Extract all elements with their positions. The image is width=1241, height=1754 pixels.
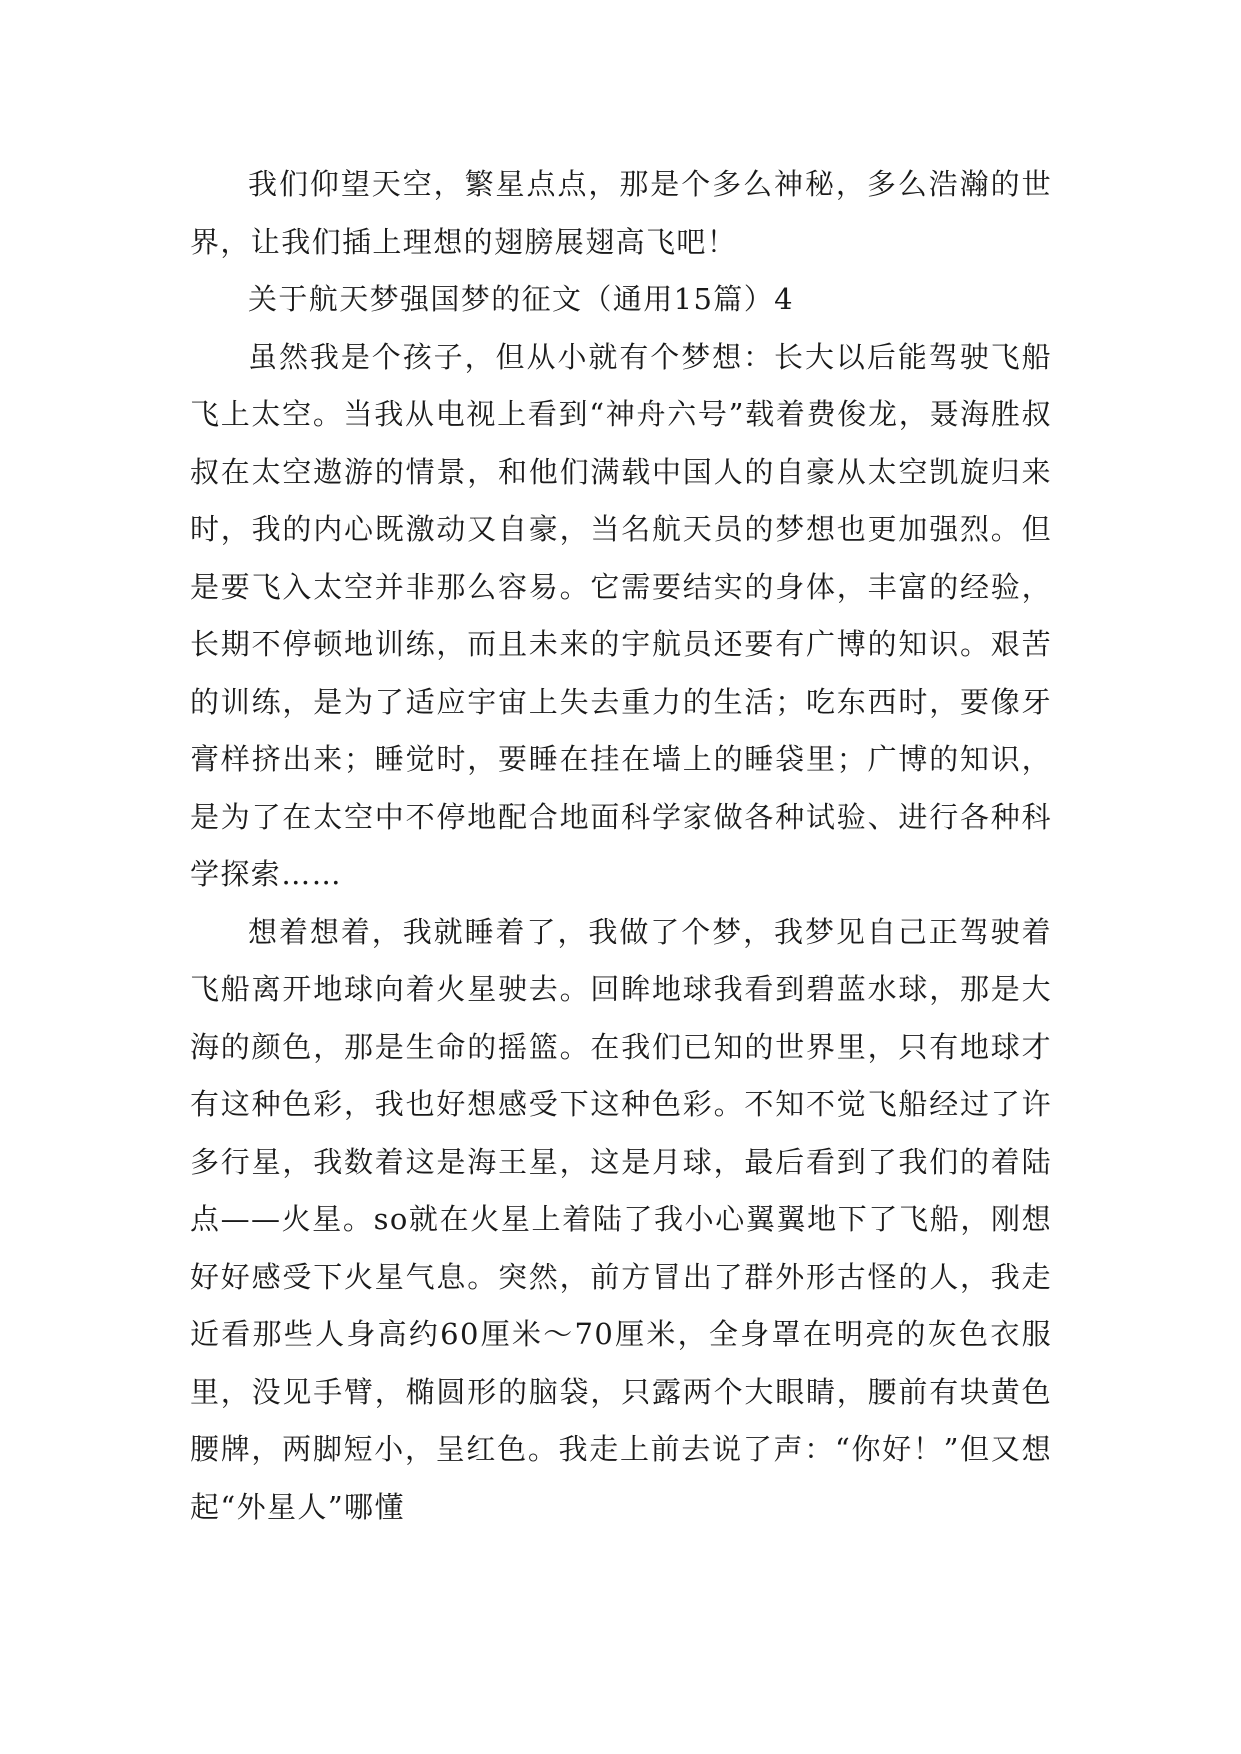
section-heading: 关于航天梦强国梦的征文（通用15篇）4: [248, 282, 794, 316]
paragraph-dream: 虽然我是个孩子，但从小就有个梦想：长大以后能驾驶飞船飞上太空。当我从电视上看到“神舟六号”载着费俊龙，聂海胜叔叔在太空遨游的情景，和他们满载中国人的自豪从太空凯旋归来时，我的内心既激动又自豪，当名航天员的梦想也更加强烈。但是要飞入太空并非那么容易。它需要结实的身体，丰富的经验，长期不停顿地训练，而且未来的宇航员还要有广博的知识。艰苦的训练，是为了适应宇宙上失去重力的生活；吃东西时，要像牙膏样挤出来；睡觉时，要睡在挂在墙上的睡袋里；广博的知识，是为了在太空中不停地配合地面科学家做各种试验、进行各种科学探索……: [190, 339, 1052, 891]
paragraph-closing: 我们仰望天空，繁星点点，那是个多么神秘，多么浩瀚的世界，让我们插上理想的翅膀展翅高飞吧！: [190, 167, 1052, 259]
paragraph-mars-journey: 想着想着，我就睡着了，我做了个梦，我梦见自己正驾驶着飞船离开地球向着火星驶去。回眸地球我看到碧蓝水球，那是大海的颜色，那是生命的摇篮。在我们已知的世界里，只有地球才有这种色彩，我也好想感受下这种色彩。不知不觉飞船经过了许多行星，我数着这是海王星，这是月球，最后看到了我们的着陆点——火星。so就在火星上着陆了我小心翼翼地下了飞船，刚想好好感受下火星气息。突然，前方冒出了群外形古怪的人，我走近看那些人身高约60厘米～70厘米，全身罩在明亮的灰色衣服里，没见手臂，椭圆形的脑袋，只露两个大眼睛，腰前有块黄色腰牌，两脚短小，呈红色。我走上前去说了声：“你好！”但又想起“外星人”哪懂: [190, 914, 1052, 1524]
document-body: [190, 156, 1052, 1536]
